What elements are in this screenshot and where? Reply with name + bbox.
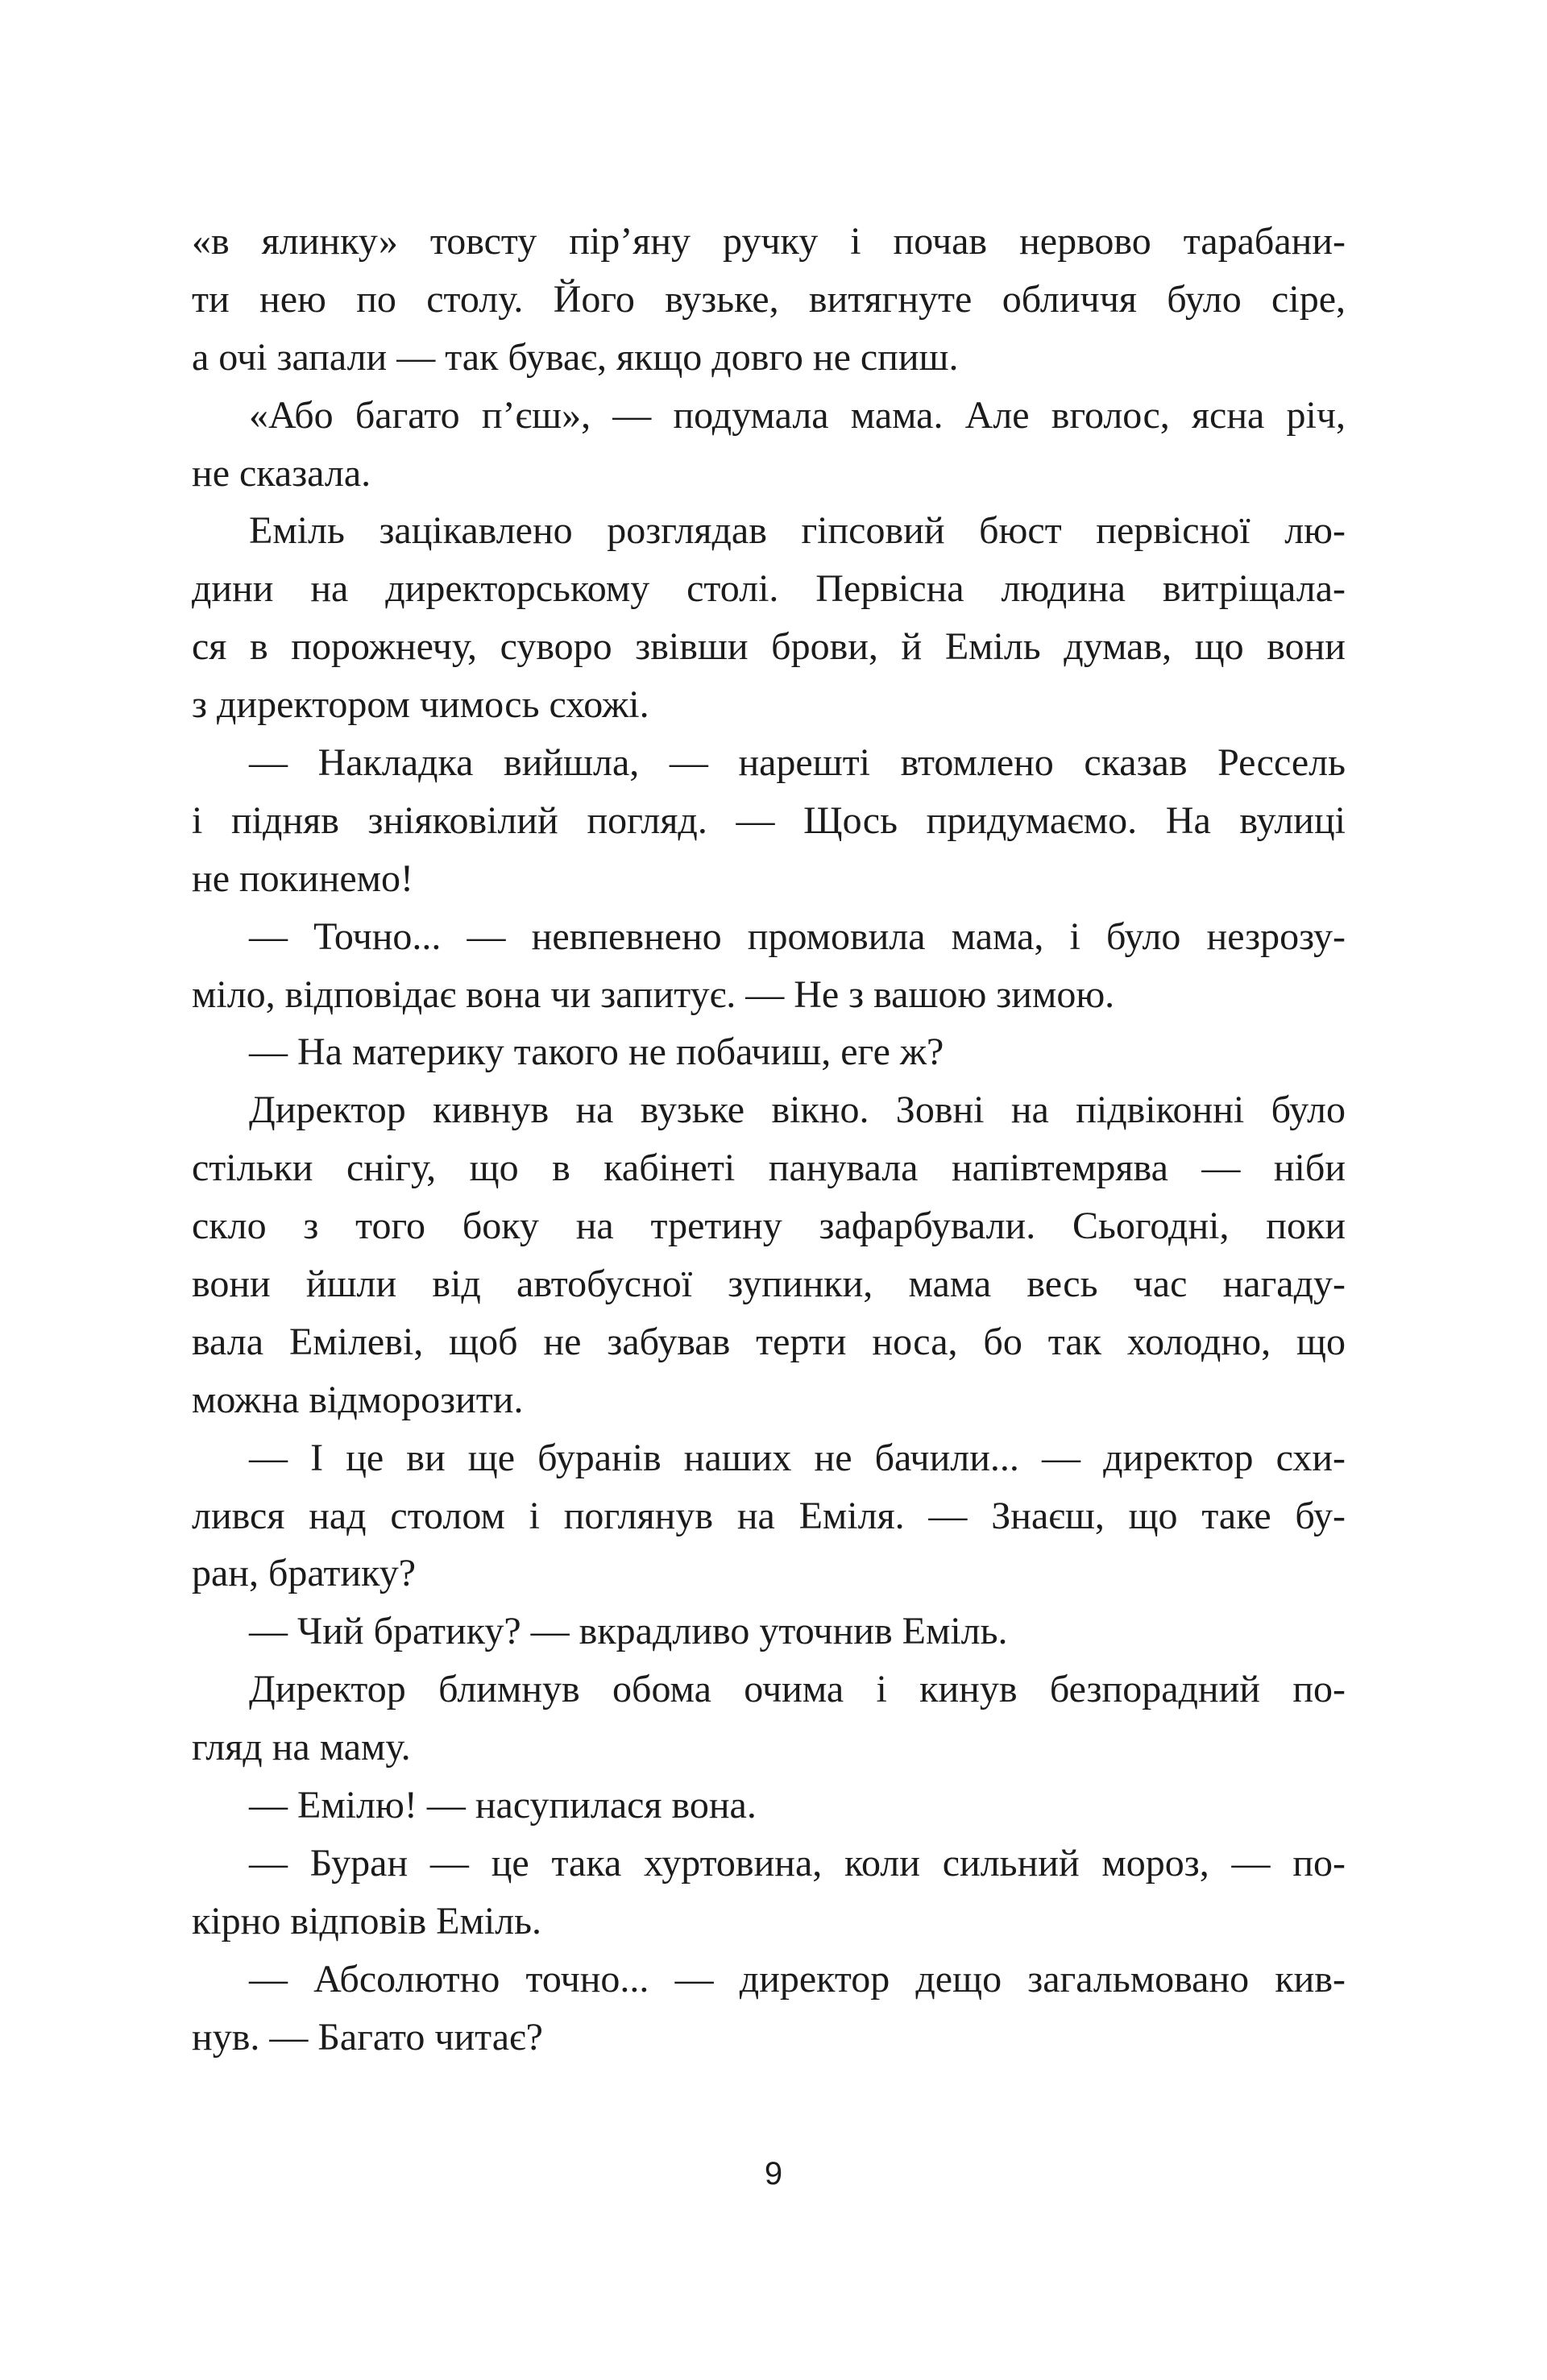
- text-line: а очі запали — так буває, якщо довго не спиш.: [192, 335, 959, 379]
- text-line: ся в порожнечу, суворо звівши брови, й Еміль думав, що вони: [192, 625, 1346, 669]
- text-line: міло, відповідає вона чи запитує. — Не з вашою зимою.: [192, 972, 1115, 1016]
- text-line: — І це ви ще буранів наших не бачили... — директор схи-: [249, 1436, 1346, 1479]
- text-line: — Буран — це така хуртовина, коли сильний мороз, — по-: [249, 1841, 1346, 1885]
- text-line: «в ялинку» товсту пір’яну ручку і почав нервово тарабани-: [192, 220, 1346, 263]
- text-line: кірно відповів Еміль.: [192, 1899, 541, 1943]
- text-line: лився над столом і поглянув на Еміля. — Знаєш, що таке бу-: [192, 1494, 1346, 1537]
- text-line: стільки снігу, що в кабінеті панувала напівтемрява — ніби: [192, 1146, 1346, 1190]
- text-line: Еміль зацікавлено розглядав гіпсовий бюст первісної лю-: [249, 509, 1346, 553]
- text-line: ран, братику?: [192, 1552, 417, 1595]
- text-line: — Чий братику? — вкрадливо уточнив Еміль.: [249, 1610, 1008, 1653]
- text-line: можна відморозити.: [192, 1378, 524, 1421]
- text-line: — На материку такого не побачиш, еге ж?: [249, 1030, 944, 1074]
- text-line: скло з того боку на третину зафарбували. Сьогодні, поки: [192, 1205, 1346, 1248]
- text-line: ти нею по столу. Його вузьке, витягнуте обличчя було сіре,: [192, 277, 1346, 321]
- text-line: вони йшли від автобусної зупинки, мама весь час нагаду-: [192, 1263, 1346, 1306]
- text-line: — Накладка вийшла, — нарешті втомлено сказав Рессель: [249, 741, 1346, 785]
- body-text: [192, 213, 1346, 2067]
- text-line: гляд на маму.: [192, 1726, 411, 1769]
- text-line: з директором чимось схожі.: [192, 683, 649, 727]
- text-line: «Або багато п’єш», — подумала мама. Але вголос, ясна річ,: [249, 393, 1346, 437]
- text-line: нув. — Багато читає?: [192, 2015, 543, 2059]
- text-line: — Абсолютно точно... — директор дещо загальмовано кив-: [249, 1957, 1346, 2001]
- text-line: Директор блимнув обома очима і кинув безпорадний по-: [249, 1668, 1346, 1711]
- text-line: дини на директорському столі. Первісна людина витріщала-: [192, 567, 1346, 611]
- text-line: не покинемо!: [192, 856, 414, 900]
- text-line: і підняв зніяковілий погляд. — Щось придумаємо. На вулиці: [192, 798, 1346, 842]
- text-line: — Точно... — невпевнено промовила мама, і було незрозу-: [249, 914, 1346, 958]
- text-line: — Емілю! — насупилася вона.: [249, 1784, 757, 1827]
- page-number: 9: [764, 2156, 783, 2191]
- text-line: Директор кивнув на вузьке вікно. Зовні на підвіконні було: [249, 1088, 1346, 1132]
- text-line: вала Емілеві, щоб не забував терти носа, бо так холодно, що: [192, 1320, 1346, 1363]
- text-line: не сказала.: [192, 451, 371, 495]
